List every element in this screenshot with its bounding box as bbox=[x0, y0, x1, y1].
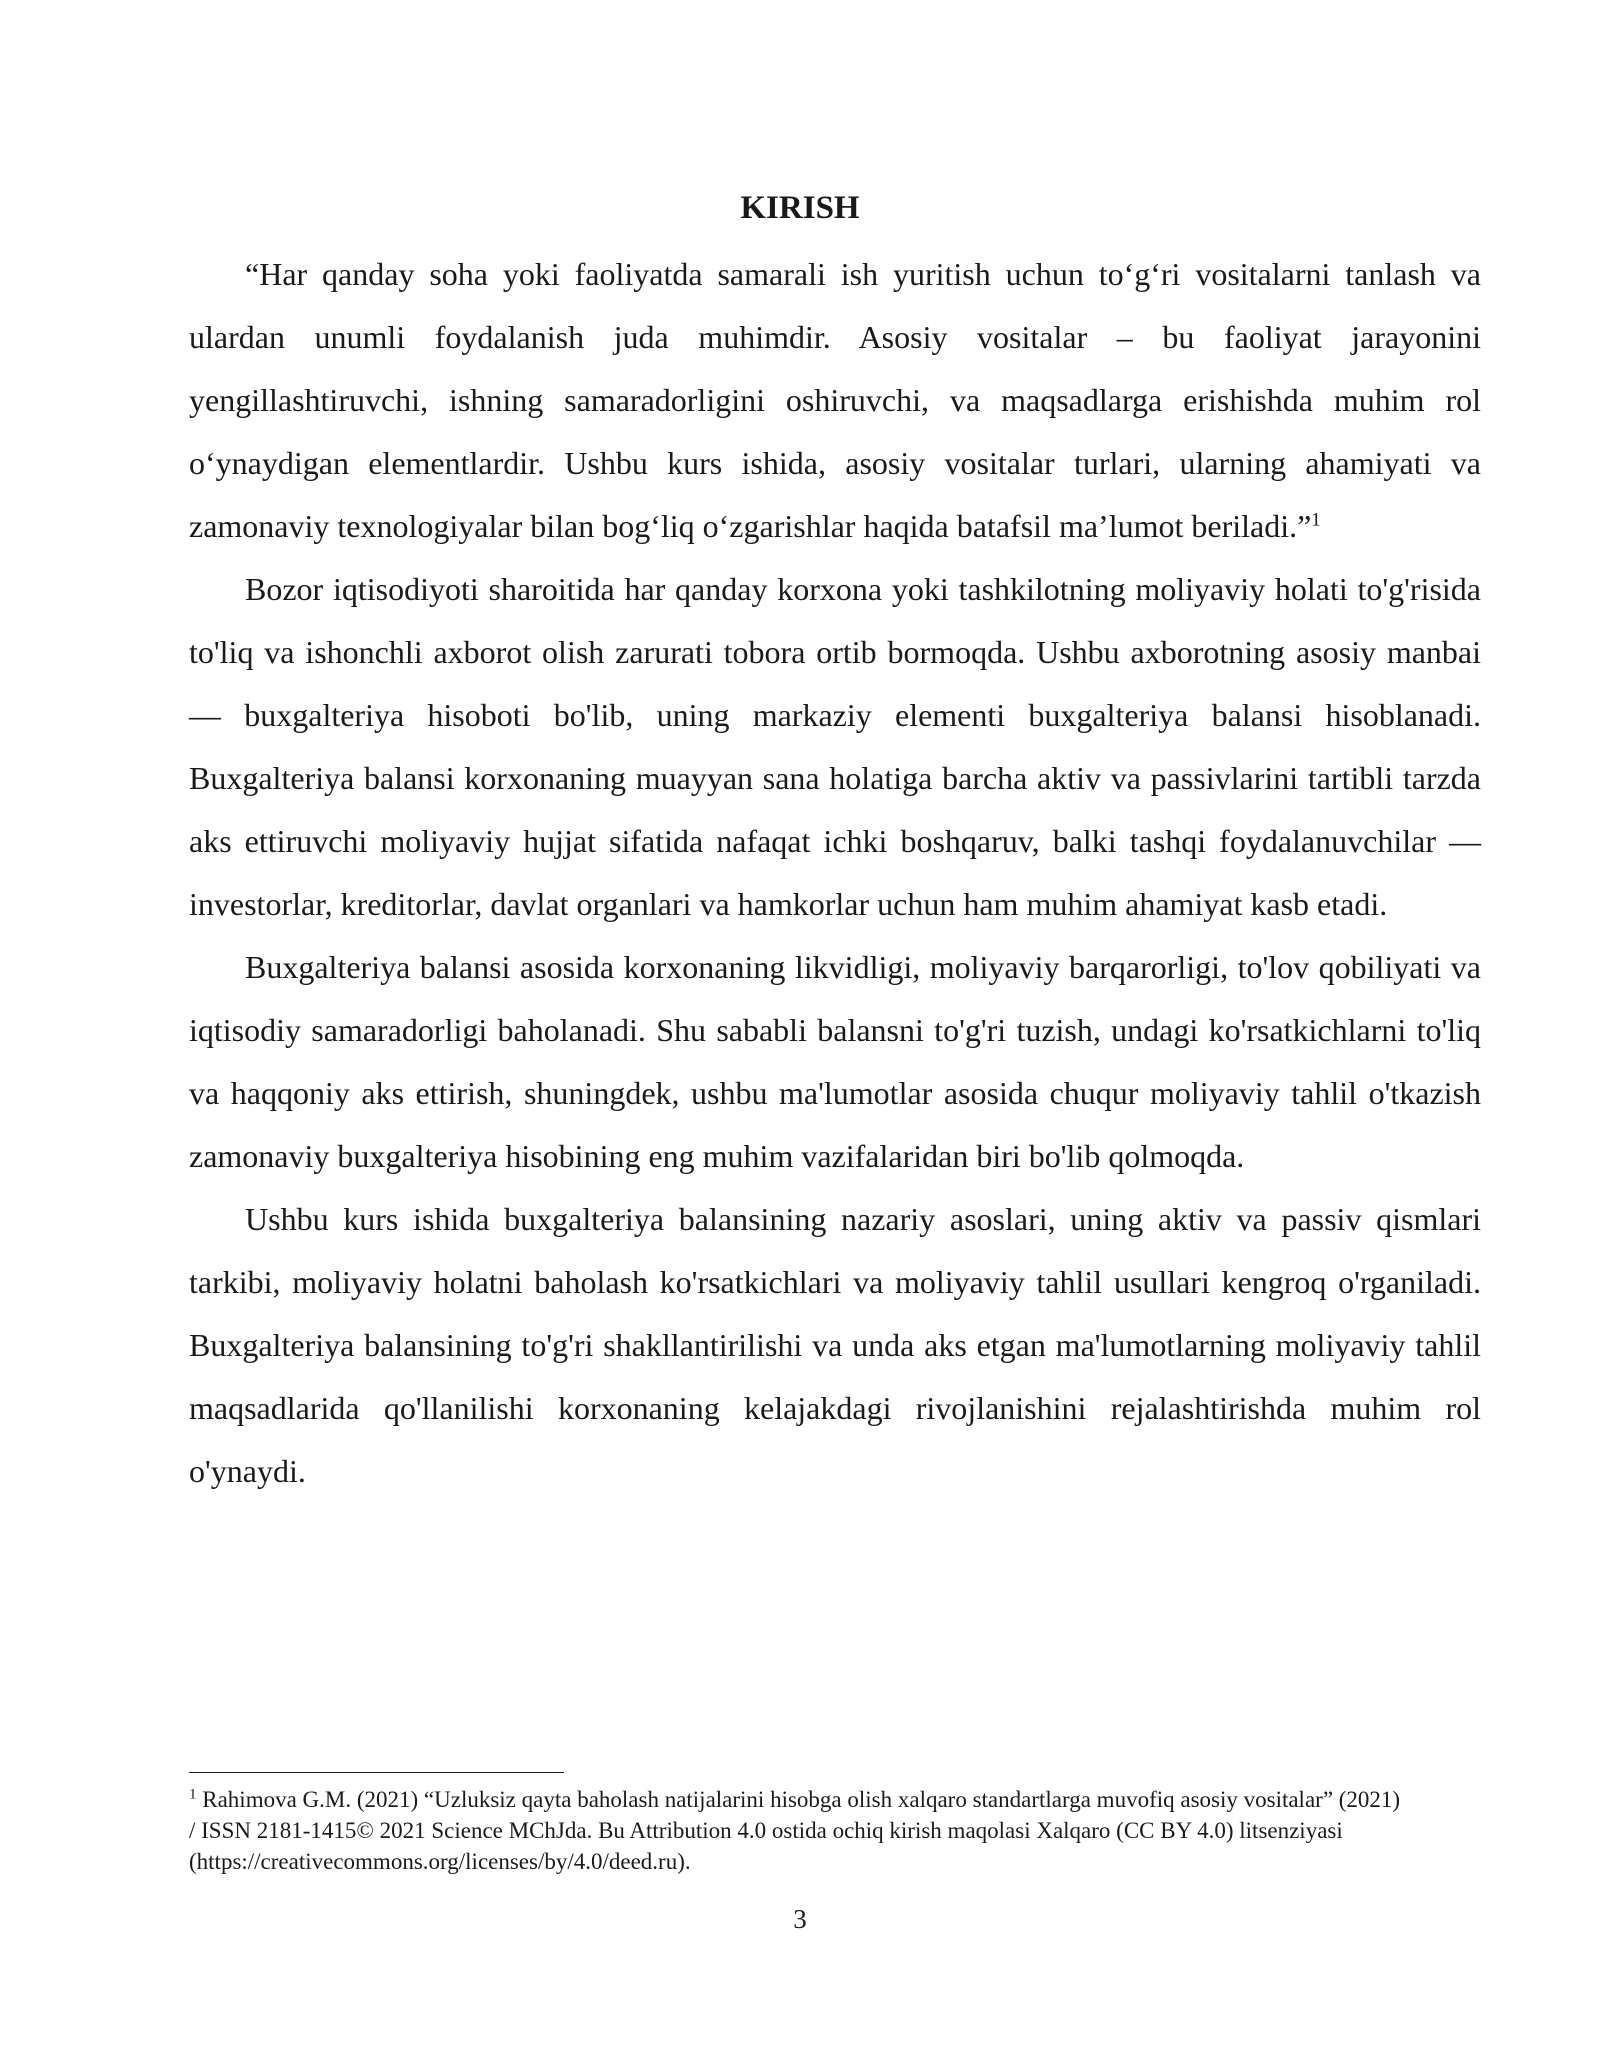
footnote-reference[interactable]: 1 bbox=[1311, 509, 1321, 531]
paragraph-quote-text: “Har qanday soha yoki faoliyatda samarali ish yuritish uchun to‘g‘ri vositalarni tanlash va ulardan unumli foydalanish juda muhimdir. Asosiy vositalar – bu faoliyat jarayonini yengillashtiruvchi, ishning samaradorligini oshiruvchi, va maqsadlarga erishishda muhim rol o‘ynaydigan elementlardir. Ushbu kurs ishida, asosiy vositalar turlari, ularning ahamiyati va zamonaviy texnologiyalar bilan bog‘liq o‘zgarishlar haqida batafsil ma’lumot beriladi.” bbox=[189, 256, 1481, 544]
paragraph: Ushbu kurs ishida buxgalteriya balansining nazariy asoslari, uning aktiv va passiv qismlari tarkibi, moliyaviy holatni baholash ko'rsatkichlari va moliyaviy tahlil usullari kengroq o'rganiladi. Buxgalteriya balansining to'g'ri shakllantirilishi va unda aks etgan ma'lumotlarning moliyaviy tahlil maqsadlarida qo'llanilishi korxonaning kelajakdagi rivojlanishini rejalashtirishda muhim rol o'ynaydi. bbox=[189, 1201, 1481, 1489]
paragraph: Buxgalteriya balansi asosida korxonaning likvidligi, moliyaviy barqarorligi, to'lov qobiliyati va iqtisodiy samaradorligi baholanadi. Shu sababli balansni to'g'ri tuzish, undagi ko'rsatkichlarni to'liq va haqqoniy aks ettirish, shuningdek, ushbu ma'lumotlar asosida chuqur moliyaviy tahlil o'tkazish zamonaviy buxgalteriya hisobining eng muhim vazifalaridan biri bo'lib qolmoqda. bbox=[189, 949, 1481, 1174]
paragraph-quote bbox=[189, 243, 1481, 558]
footnote bbox=[189, 1784, 1409, 1877]
footnote-text: Rahimova G.M. (2021) “Uzluksiz qayta baholash natijalarini hisobga olish xalqaro standartlarga muvofiq asosiy vositalar” (2021) / ISSN 2181-1415© 2021 Science MChJda. Bu Attribution 4.0 ostida ochiq kirish maqolasi Xalqaro (CC BY 4.0) litsenziyasi (https://creativecommons.org/licenses/by/4.0/deed.ru). bbox=[189, 1787, 1401, 1874]
footnote-separator bbox=[189, 1772, 564, 1773]
paragraph: Bozor iqtisodiyoti sharoitida har qanday korxona yoki tashkilotning moliyaviy holati to'g'risida to'liq va ishonchli axborot olish zarurati tobora ortib bormoqda. Ushbu axborotning asosiy manbai — buxgalteriya hisoboti bo'lib, uning markaziy elementi buxgalteriya balansi hisoblanadi. Buxgalteriya balansi korxonaning muayyan sana holatiga barcha aktiv va passivlarini tartibli tarzda aks ettiruvchi moliyaviy hujjat sifatida nafaqat ichki boshqaruv, balki tashqi foydalanuvchilar — investorlar, kreditorlar, davlat organlari va hamkorlar uchun ham muhim ahamiyat kasb etadi. bbox=[189, 571, 1481, 922]
page-number: 3 bbox=[793, 1904, 807, 1934]
footnote-marker: 1 bbox=[189, 1786, 197, 1803]
body-text bbox=[189, 243, 1481, 1503]
section-heading: KIRISH bbox=[740, 190, 860, 226]
